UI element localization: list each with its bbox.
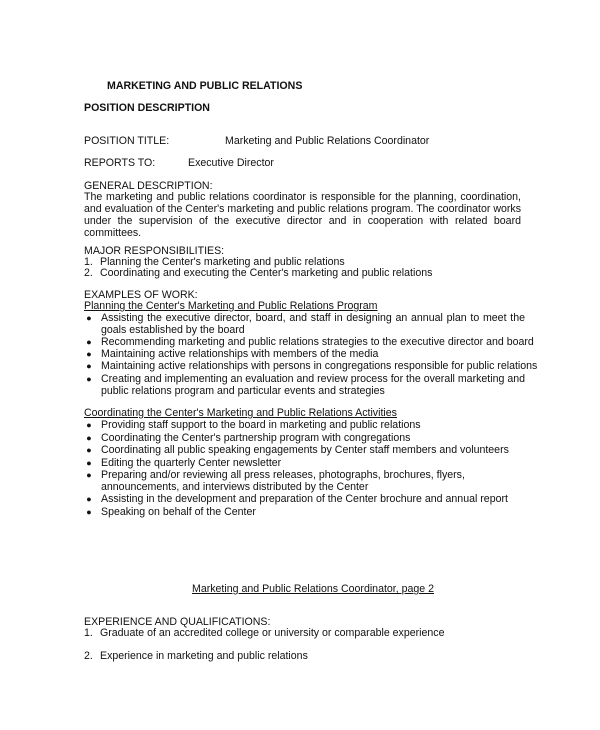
list-text: Planning the Center's marketing and public relations	[100, 256, 345, 268]
bullet-icon: ●	[86, 374, 92, 384]
list-text: Assisting the executive director, board, and staff in designing an annual plan to meet the goals established by the board	[101, 312, 525, 336]
reports-to-value: Executive Director	[188, 157, 274, 169]
list-text: Experience in marketing and public relations	[100, 650, 308, 662]
bullet-icon: ●	[86, 458, 92, 468]
list-text: Editing the quarterly Center newsletter	[101, 457, 282, 469]
list-number: 1.	[84, 256, 93, 268]
list-number: 2.	[84, 267, 93, 279]
section-title: Planning the Center's Marketing and Public Relations Program	[84, 300, 378, 312]
list-item	[84, 268, 432, 280]
major-responsibilities-label: MAJOR RESPONSIBILITIES:	[84, 245, 225, 257]
list-number: 2.	[84, 650, 93, 662]
list-text: Coordinating the Center's partnership program with congregations	[101, 432, 411, 444]
document-heading: MARKETING AND PUBLIC RELATIONS	[107, 80, 303, 92]
list-number: 1.	[84, 627, 93, 639]
general-description-text: The marketing and public relations coordinator is responsible for the planning, coordination, and evaluation of the Center's marketing and public relations program. The coordinator works under the supervision of the executive director and in cooperation with related board committees.	[84, 191, 521, 239]
position-title-value: Marketing and Public Relations Coordinator	[225, 135, 430, 147]
list-text: Providing staff support to the board in marketing and public relations	[101, 419, 421, 431]
list-text: Maintaining active relationships with persons in congregations responsible for public relations	[101, 360, 538, 372]
list-text: Maintaining active relationships with members of the media	[101, 348, 379, 360]
bullet-icon: ●	[86, 507, 92, 517]
section-title: Coordinating the Center's Marketing and Public Relations Activities	[84, 407, 397, 419]
experience-label: EXPERIENCE AND QUALIFICATIONS:	[84, 616, 271, 628]
bullet-icon: ●	[86, 349, 92, 359]
list-text: Preparing and/or reviewing all press releases, photographs, brochures, flyers, announcements, and interviews distributed by the Center	[101, 469, 465, 493]
bullet-icon: ●	[86, 470, 92, 480]
list-item	[84, 628, 445, 640]
bullet-icon: ●	[86, 313, 92, 323]
list-text: Speaking on behalf of the Center	[101, 506, 256, 518]
list-text: Creating and implementing an evaluation and review process for the overall marketing and public relations program and particular events and strategies	[101, 373, 525, 397]
bullet-icon: ●	[86, 420, 92, 430]
reports-to-label: REPORTS TO:	[84, 157, 156, 169]
bullet-icon: ●	[86, 337, 92, 347]
list-text: Graduate of an accredited college or university or comparable experience	[100, 627, 445, 639]
examples-label: EXAMPLES OF WORK:	[84, 289, 198, 301]
bullet-icon: ●	[86, 433, 92, 443]
position-title-label: POSITION TITLE:	[84, 135, 170, 147]
general-description-label: GENERAL DESCRIPTION:	[84, 180, 213, 192]
list-text: Coordinating all public speaking engagements by Center staff members and volunteers	[101, 444, 509, 456]
list-text: Assisting in the development and preparation of the Center brochure and annual report	[101, 493, 508, 505]
list-item	[84, 651, 308, 663]
bullet-icon: ●	[86, 494, 92, 504]
section-subheading: POSITION DESCRIPTION	[84, 102, 210, 114]
bullet-icon: ●	[86, 361, 92, 371]
bullet-icon: ●	[86, 445, 92, 455]
list-text: Coordinating and executing the Center's marketing and public relations	[100, 267, 433, 279]
page-header: Marketing and Public Relations Coordinator, page 2	[192, 583, 435, 595]
list-text: Recommending marketing and public relations strategies to the executive director and board	[101, 336, 534, 348]
